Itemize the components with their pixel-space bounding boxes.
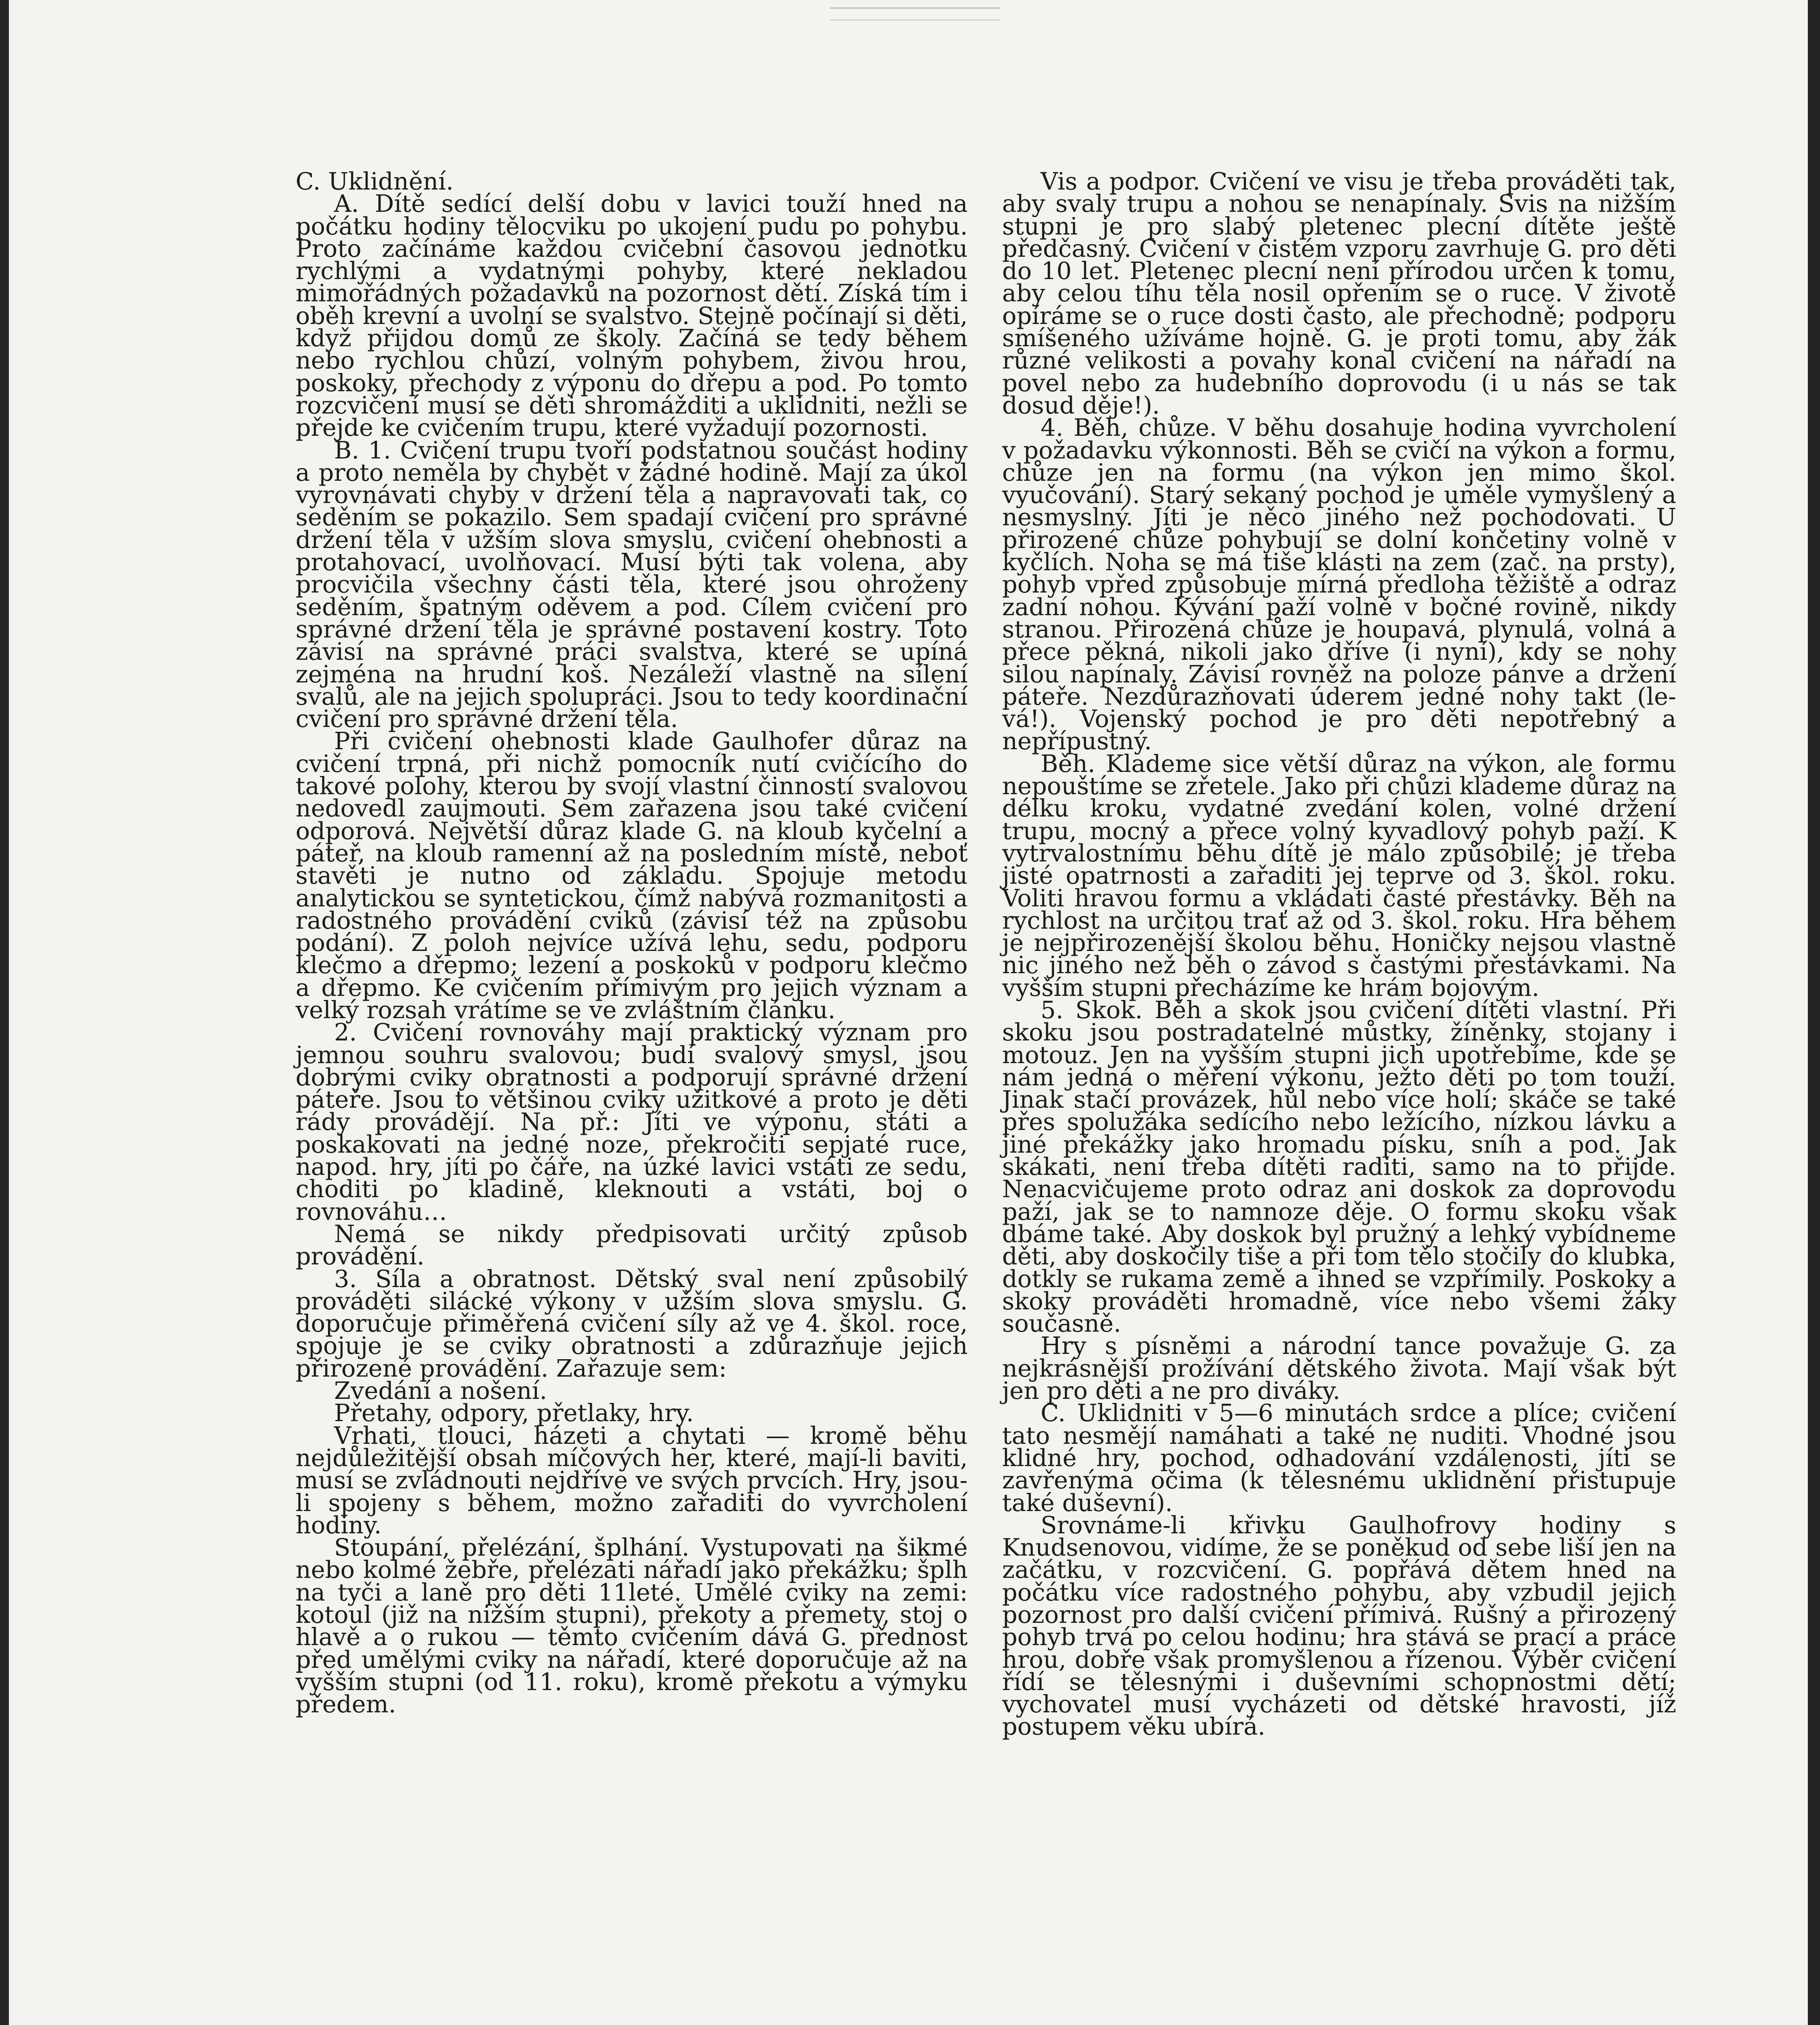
scan-edge-right — [1808, 0, 1820, 2025]
paragraph: Srovnáme-li křivku Gaulhofrovy hodiny s Knudsenovou, vidíme, že se poněkud od sebe liší jen na začátku, v rozcvičení. G. popřává dětem hned na počátku více radostného pohybu, aby vzbudil jejich pozornost pro další cvičení přímivá. Rušný a přirozený pohyb trvá po celou hodinu; hra stává se prací a práce hrou, dobře však promyšlenou a řízenou. Výběr cvičení řídí se tělesnými i duševními schopnostmi dětí; vychovatel musí vycházeti od dětské hravosti, jíž postupem věku ubírá. — [1002, 1511, 1676, 1741]
paragraph: 5. Skok. Běh a skok jsou cvičení dítěti vlastní. Při skoku jsou postradatelné můstky, žíněnky, stojany i motouz. Jen na vyšším stupni jich upotřebíme, kde se nám jedná o měření výkonu, ježto děti po tom touží. Jinak stačí provázek, hůl nebo více holí; skáče se také přes spolužáka sedícího nebo ležícího, nízkou lávku a jiné překážky jako hromadu písku, sníh a pod. Jak skákati, není třeba dítěti raditi, samo na to přijde. Nenacvičujeme proto odraz ani doskok za doprovodu paží, jak se to namnoze děje. O formu skoku však dbáme také. Aby doskok byl pružný a lehký vybídneme děti, aby doskočily tiše a při tom tělo stočily do klubka, dotkly se rukama země a ihned se vzpřímily. Poskoky a skoky prováděti hromadně, více nebo všemi žáky současně. — [1002, 995, 1676, 1338]
paragraph: Při cvičení ohebnosti klade Gaulhofer důraz na cvičení trpná, při nichž pomocník nutí cvičícího do takové polohy, kterou by svojí vlastní činností svalovou nedovedl zaujmouti. Sem zařazena jsou také cvičení odporová. Největší důraz klade G. na kloub kyčelní a páteř, na kloub ramenní až na posledním místě, neboť stavěti je nutno od základu. Spojuje metodu analytickou se syntetickou, čímž nabývá rozmanitosti a radostného provádění cviků (závisí též na způsobu podání). Z poloh nejvíce užívá lehu, sedu, podporu klečmo a dřepmo; lezení a poskoků v podporu klečmo a dřepmo. Ke cvičením přímivým pro jejich význam a velký rozsah vrátíme se ve zvláštním článku. — [296, 727, 968, 1024]
section-heading: C. Uklidnění. — [296, 167, 454, 195]
left-text-column — [296, 167, 968, 1718]
paragraph: C. Uklidniti v 5—6 minutách srdce a plíce; cvičení tato nesmějí namáhati a také ne nuditi. Vhodné jsou klidné hry, pochod, odhadování vzdálenosti, jíti se zavřenýma očima (k tělesnému uklidnění přistupuje také duševní). — [1002, 1399, 1676, 1517]
scan-edge-left — [0, 0, 9, 2025]
paragraph: 4. Běh, chůze. V běhu dosahuje hodina vyvrcholení v požadavku výkonnosti. Běh se cvičí na výkon a formu, chůze jen na formu (na výkon jen mimo škol. vyučování). Starý sekaný pochod je uměle vymyšlený a nesmyslný. Jíti je něco jiného než pochodovati. U přirozené chůze pohybují se dolní končetiny volně v kyčlích. Noha se má tiše klásti na zem (zač. na prsty), pohyb vpřed způsobuje mírná předloha těžiště a odraz zadní nohou. Kývání paží volně v bočné rovině, nikdy stranou. Přirozená chůze je houpavá, plynulá, volná a přece pěkná, nikoli jako dříve (i nyní), kdy se nohy silou napínaly. Závisí rovněž na poloze pánve a držení páteře. Nezdůrazňovati úderem jedné nohy takt (le-vá!). Vojenský pochod je pro děti nepotřebný a nepřípustný. — [1002, 414, 1676, 755]
right-text-column — [1002, 167, 1676, 1741]
paragraph: Vrhati, tlouci, házeti a chytati — kromě běhu nejdůležitější obsah míčových her, které, mají-li baviti, musí se zvládnouti nejdříve ve svých prvcích. Hry, jsou-li spojeny s během, možno zařaditi do vyvrcholení hodiny. — [296, 1421, 968, 1539]
paragraph: B. 1. Cvičení trupu tvoří podstatnou součást hodiny a proto neměla by chybět v žádné hodině. Mají za úkol vyrovnávati chyby v držení těla a napravovati tak, co seděním se pokazilo. Sem spadají cvičení pro správné držení těla v užším slova smyslu, cvičení ohebnosti a protahovací, uvolňovací. Musí býti tak volena, aby procvičila všechny části těla, které jsou ohroženy seděním, špatným oděvem a pod. Cílem cvičení pro správné držení těla je správné postavení kostry. Toto závisí na správné práci svalstva, které se upíná zejména na hrudní koš. Nezáleží vlastně na sílení svalů, ale na jejich spolupráci. Jsou to tedy koordinační cvičení pro správné držení těla. — [296, 436, 968, 733]
paragraph: Vis a podpor. Cvičení ve visu je třeba prováděti tak, aby svaly trupu a nohou se nenapínaly. Svis na nižším stupni je pro slabý pletenec plecní dítěte ještě předčasný. Cvičení v čistém vzporu zavrhuje G. pro děti do 10 let. Pletenec plecní není přírodou určen k tomu, aby celou tíhu těla nosil opřením se o ruce. V životě opíráme se o ruce dosti často, ale přechodně; podporu smíšeného užíváme hojně. G. je proti tomu, aby žák různé velikosti a povahy konal cvičení na nářadí na povel nebo za hudebního doprovodu (i u nás se tak dosud děje!). — [1002, 167, 1676, 419]
scan-artifact — [830, 7, 1000, 21]
paragraph: Stoupání, přelézání, šplhání. Vystupovati na šikmé nebo kolmé žebře, přelézati nářadí jako překážku; šplh na tyči a laně pro děti 11leté. Umělé cviky na zemi: kotoul (již na nižším stupni), překoty a přemety, stoj o hlavě a o rukou — těmto cvičením dává G. přednost před umělými cviky na nářadí, které doporučuje až na vyšším stupni (od 11. roku), kromě překotu a výmyku předem. — [296, 1533, 968, 1718]
paragraph: Zvedání a nošení. — [334, 1377, 547, 1405]
paragraph: 3. Síla a obratnost. Dětský sval není způsobilý prováděti silácké výkony v užším slova smyslu. G. doporučuje přiměřená cvičení síly až ve 4. škol. roce, spojuje je se cviky obratnosti a zdůrazňuje jejich přirozené provádění. Zařazuje sem: — [296, 1264, 968, 1382]
paragraph: 2. Cvičení rovnováhy mají praktický význam pro jemnou souhru svalovou; budí svalový smysl, jsou dobrými cviky obratnosti a podporují správné držení páteře. Jsou to většinou cviky užitkové a proto je děti rády provádějí. Na př.: Jíti ve výponu, státi a poskakovati na jedné noze, překročiti sepjaté ruce, napod. hry, jíti po čáře, na úzké lavici vstáti ze sedu, choditi po kladině, kleknouti a vstáti, boj o rovnováhu… — [296, 1018, 968, 1226]
paragraph: Přetahy, odpory, přetlaky, hry. — [334, 1399, 694, 1427]
paragraph: A. Dítě sedící delší dobu v lavici touží hned na počátku hodiny tělocviku po ukojení pudu po pohybu. Proto začínáme každou cvičební časovou jednotku rychlými a vydatnými pohyby, které nekladou mimořádných požadavků na pozornost dětí. Získá tím i oběh krevní a uvolní se svalstvo. Stejně počínají si děti, když přijdou domů ze školy. Začíná se tedy během nebo rychlou chůzí, volným pohybem, živou hrou, poskoky, přechody z výponu do dřepu a pod. Po tomto rozcvičení musí se děti shromážditi a uklidniti, nežli se přejde ke cvičením trupu, které vyžadují pozornosti. — [296, 190, 968, 442]
paragraph: Nemá se nikdy předpisovati určitý způsob provádění. — [296, 1219, 968, 1270]
paragraph: Hry s písněmi a národní tance považuje G. za nejkrásnější prožívání dětského života. Mají však být jen pro děti a ne pro diváky. — [1002, 1332, 1676, 1405]
paragraph: Běh. Klademe sice větší důraz na výkon, ale formu nepouštíme se zřetele. Jako při chůzi klademe důraz na délku kroku, vydatné zvedání kolen, volné držení trupu, mocný a přece volný kyvadlový pohyb paží. K vytrvalostnímu běhu dítě je málo způsobilé; je třeba jisté opatrnosti a zařaditi jej teprve od 3. škol. roku. Voliti hravou formu a vkládati časté přestávky. Běh na rychlost na určitou trať až od 3. škol. roku. Hra během je nejpřirozenější školou běhu. Honičky nejsou vlastně nic jiného než běh o závod s častými přestávkami. Na vyšším stupni přecházíme ke hrám bojovým. — [1002, 749, 1676, 1002]
